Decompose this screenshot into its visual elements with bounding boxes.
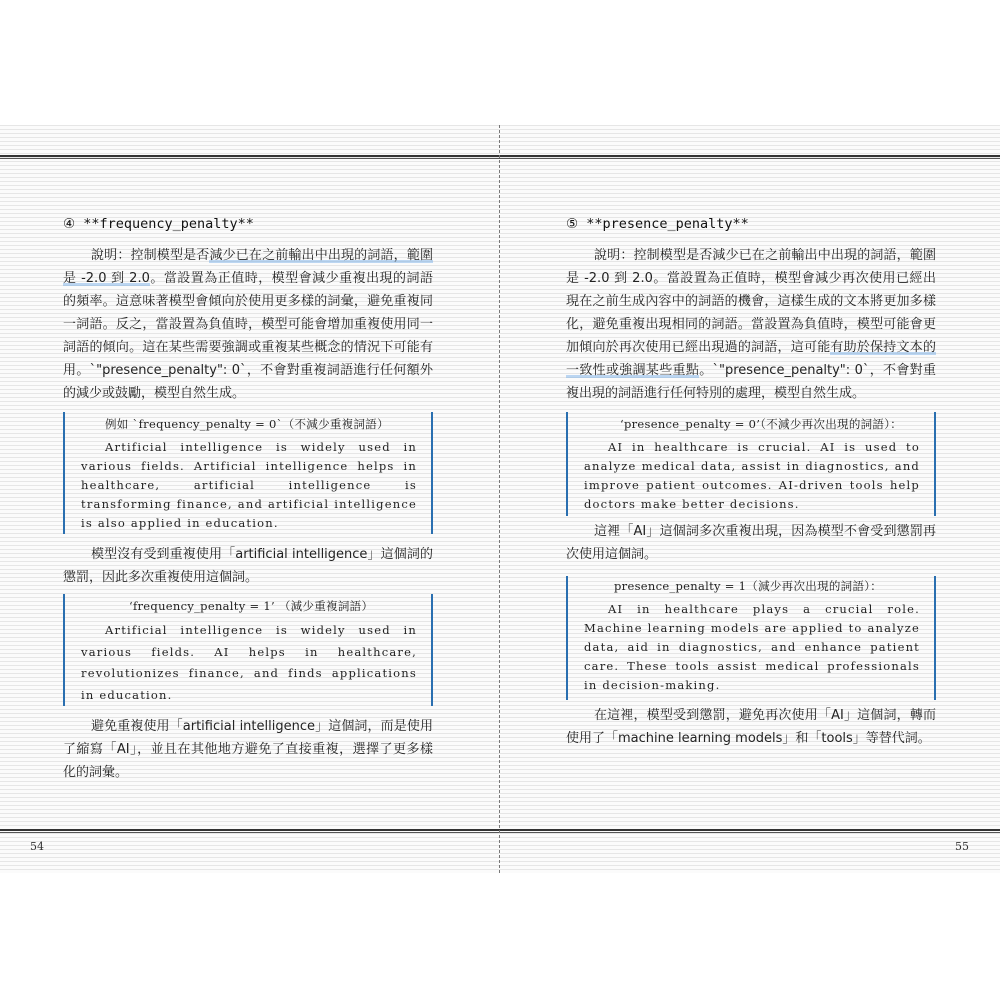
- page-gutter: [499, 125, 500, 873]
- left-section-heading: [63, 216, 254, 232]
- left-box1-title: 例如 `frequency_penalty = 0`（不減少重複詞語）: [105, 417, 389, 431]
- left-explanation-1: 模型沒有受到重複使用「artificial intelligence」這個詞的懲罰，因此多次重複使用這個詞。: [63, 547, 433, 585]
- top-rule-thin: [0, 158, 1000, 159]
- left-para1-highlight: 減少已在之前輸出中出現的詞語，範圍是 -2.0 到 2.0: [63, 248, 433, 286]
- right-box2-body: AI in healthcare plays a crucial role. Machine learning models are applied to analyze data, aid in diagnostics, and enhance patient care. These tools assist medical professionals in decision-making.: [584, 602, 920, 692]
- right-section-heading: [566, 216, 749, 232]
- right-example-box-1: [566, 412, 936, 516]
- left-example-box-1: [63, 412, 433, 534]
- left-heading-text: **frequency_penalty**: [75, 216, 254, 232]
- right-heading-number: ⑤: [566, 216, 579, 232]
- left-heading-number: ④: [63, 216, 76, 232]
- right-para1-text-b: 。`"presence_penalty": 0`，不會對重複出現的詞語進行任何特別的處理，模型自然生成。: [566, 363, 936, 401]
- right-explanation-2: 在這裡，模型受到懲罰，避免再次使用「AI」這個詞，轉而使用了「machine learning models」和「tools」等替代詞。: [566, 708, 936, 746]
- left-example-box-2: [63, 594, 433, 706]
- top-rule: [0, 155, 1000, 157]
- right-heading-text: **presence_penalty**: [578, 216, 749, 232]
- right-para1-text: 說明：控制模型是否減少已在之前輸出中出現的詞語，範圍是 -2.0 到 2.0。當設置為正值時，模型會減少再次使用已經出現在之前生成內容中的詞語的機會，這樣生成的文本將更加多樣化，避免重複出現相同的詞語。當設置為負值時，模型可能會更加傾向於再次使用已經出現過的詞語，這可能: [566, 248, 936, 355]
- left-description-paragraph: [63, 244, 433, 405]
- right-box1-title: ‘presence_penalty = 0’（不減少再次出現的詞語）：: [620, 417, 903, 431]
- right-box1-body: AI in healthcare is crucial. AI is used to analyze medical data, assist in diagnostics, and improve patient outcomes. AI-driven tools help doctors make better decisions.: [584, 440, 920, 511]
- right-description-paragraph: [566, 244, 936, 405]
- left-explanation-2: 避免重複使用「artificial intelligence」這個詞，而是使用了縮寫「AI」，並且在其他地方避免了直接重複，選擇了更多樣化的詞彙。: [63, 719, 433, 780]
- right-explanation-1: 這裡「AI」這個詞多次重複出現，因為模型不會受到懲罰再次使用這個詞。: [566, 524, 936, 562]
- left-page-number: 54: [30, 840, 44, 853]
- right-example-box-2: [566, 576, 936, 700]
- right-box2-title: presence_penalty = 1（減少再次出現的詞語）：: [614, 579, 883, 593]
- left-para1-text-b: 。當設置為正值時，模型會減少重複出現的詞語的頻率。這意味著模型會傾向於使用更多樣的詞彙，避免重複同一詞語。反之，當設置為負值時，模型可能會增加重複使用同一詞語的傾向。這在某些需要強調或重複某些概念的情況下可能有用。`"presence_penalty": 0`，不會對重複詞語進行任何額外的減少或鼓勵，模型自然生成。: [63, 271, 433, 401]
- right-page-number: 55: [955, 840, 969, 853]
- bottom-rule-thin: [0, 832, 1000, 833]
- left-para1-text: 說明：控制模型是否: [91, 248, 210, 263]
- left-box2-title: ‘frequency_penalty = 1’ （減少重複詞語）: [129, 599, 374, 613]
- left-box2-body: Artificial intelligence is widely used in various fields. AI helps in healthcare, revolutionizes finance, and finds applications in education.: [81, 623, 417, 702]
- bottom-rule: [0, 829, 1000, 831]
- right-para1-highlight: 有助於保持文本的一致性或強調某些重點: [566, 340, 936, 378]
- left-box1-body: Artificial intelligence is widely used in various fields. Artificial intelligence helps in healthcare, artificial intelligence is transforming finance, and artificial intelligence is also applied in education.: [81, 440, 417, 530]
